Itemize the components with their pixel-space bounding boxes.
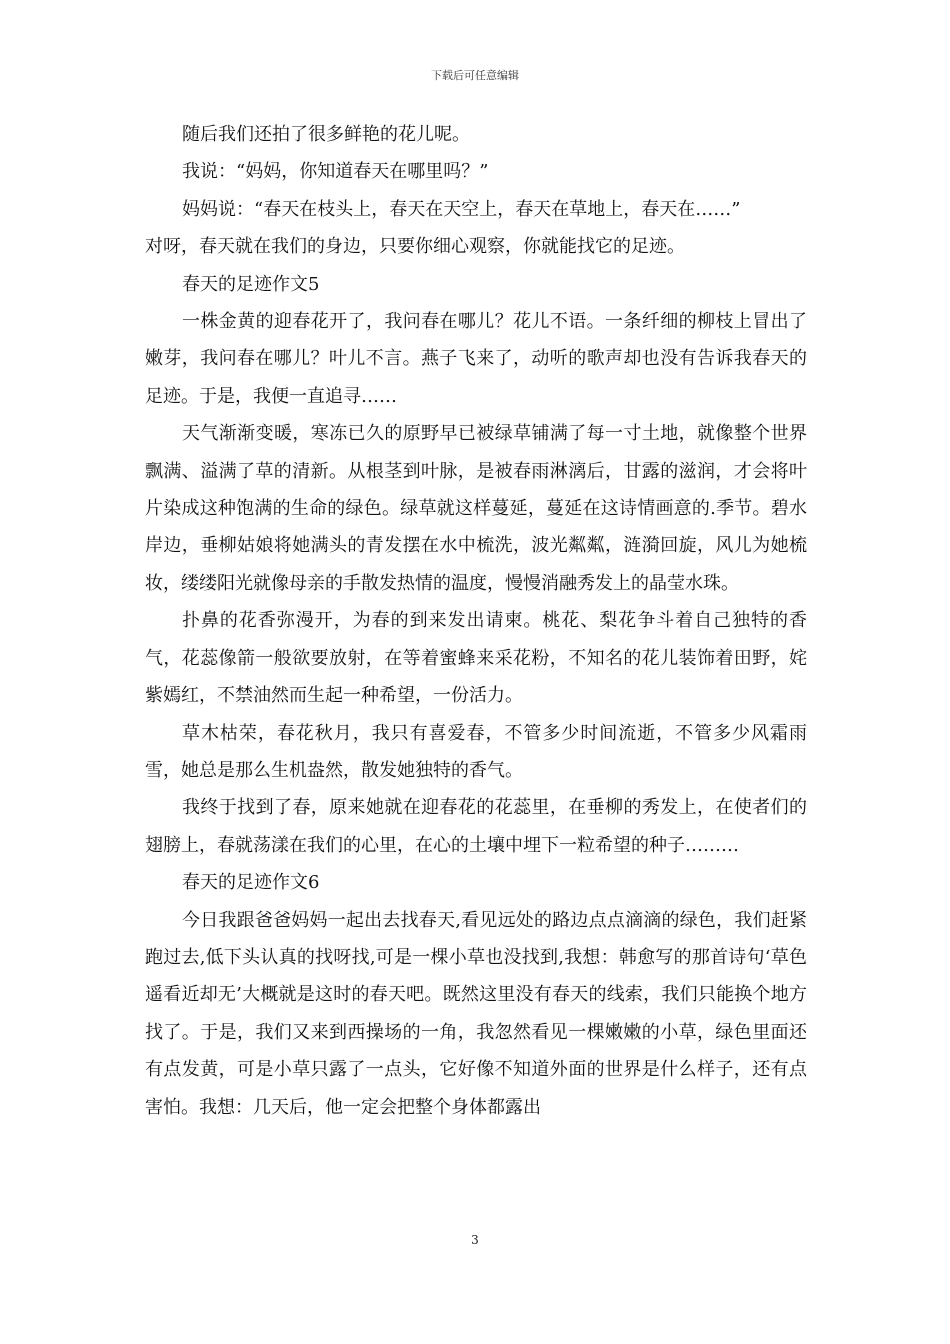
section-heading: 春天的足迹作文5 bbox=[182, 273, 320, 295]
paragraph: 今日我跟爸爸妈妈一起出去找春天,看见远处的路边点点滴滴的绿色，我们赶紧跑过去,低下头认真的找呀找,可是一棵小草也没找到,我想：韩愈写的那首诗句‘草色遥看近却无’大概就是这时的春天吧。既然这里没有春天的线索，我们只能换个地方找了。于是，我们又来到西操场的一角，我忽然看见一棵嫩嫩的小草，绿色里面还有点发黄，可是小草只露了一点头，它好像不知道外面的世界是什么样子，还有点害怕。我想：几天后，他一定会把整个身体都露出 bbox=[145, 909, 807, 1118]
paragraph: 草木枯荣，春花秋月，我只有喜爱春，不管多少时间流逝，不管多少风霜雨雪，她总是那么生机盎然，散发她独特的香气。 bbox=[145, 722, 807, 781]
page-header-note: 下载后可任意编辑 bbox=[431, 69, 519, 82]
paragraph: 我终于找到了春，原来她就在迎春花的花蕊里，在垂柳的秀发上，在使者们的翅膀上，春就荡漾在我们的心里，在心的土壤中埋下一粒希望的种子……… bbox=[145, 797, 807, 856]
paragraph: 对呀，春天就在我们的身边，只要你细心观察，你就能找它的足迹。 bbox=[145, 236, 685, 258]
document-body bbox=[145, 116, 807, 1126]
section-heading: 春天的足迹作文6 bbox=[182, 872, 320, 894]
paragraph: 扑鼻的花香弥漫开，为春的到来发出请柬。桃花、梨花争斗着自己独特的香气，花蕊像箭一般欲要放射，在等着蜜蜂来采花粉，不知名的花儿装饰着田野，姹紫嫣红，不禁油然而生起一种希望，一份活力。 bbox=[145, 610, 807, 707]
paragraph: 随后我们还拍了很多鲜艳的花儿呢。 bbox=[182, 124, 470, 145]
page-number: 3 bbox=[471, 1233, 479, 1247]
paragraph: 我说：“妈妈，你知道春天在哪里吗？” bbox=[182, 161, 489, 183]
paragraph: 一株金黄的迎春花开了，我问春在哪儿？花儿不语。一条纤细的柳枝上冒出了嫩芽，我问春在哪儿？叶儿不言。燕子飞来了，动听的歌声却也没有告诉我春天的足迹。于是，我便一直追寻…… bbox=[145, 311, 807, 407]
paragraph: 天气渐渐变暖，寒冻已久的原野早已被绿草铺满了每一寸土地，就像整个世界飘满、溢满了草的清新。从根茎到叶脉，是被春雨淋漓后，甘露的滋润，才会将叶片染成这种饱满的生命的绿色。绿草就这样蔓延，蔓延在这诗情画意的.季节。碧水岸边，垂柳姑娘将她满头的青发摆在水中梳洗，波光粼粼，涟漪回旋，风儿为她梳妆，缕缕阳光就像母亲的手散发热情的温度，慢慢消融秀发上的晶莹水珠。 bbox=[145, 423, 807, 594]
paragraph: 妈妈说：“春天在枝头上，春天在天空上，春天在草地上，春天在……” bbox=[182, 198, 741, 220]
